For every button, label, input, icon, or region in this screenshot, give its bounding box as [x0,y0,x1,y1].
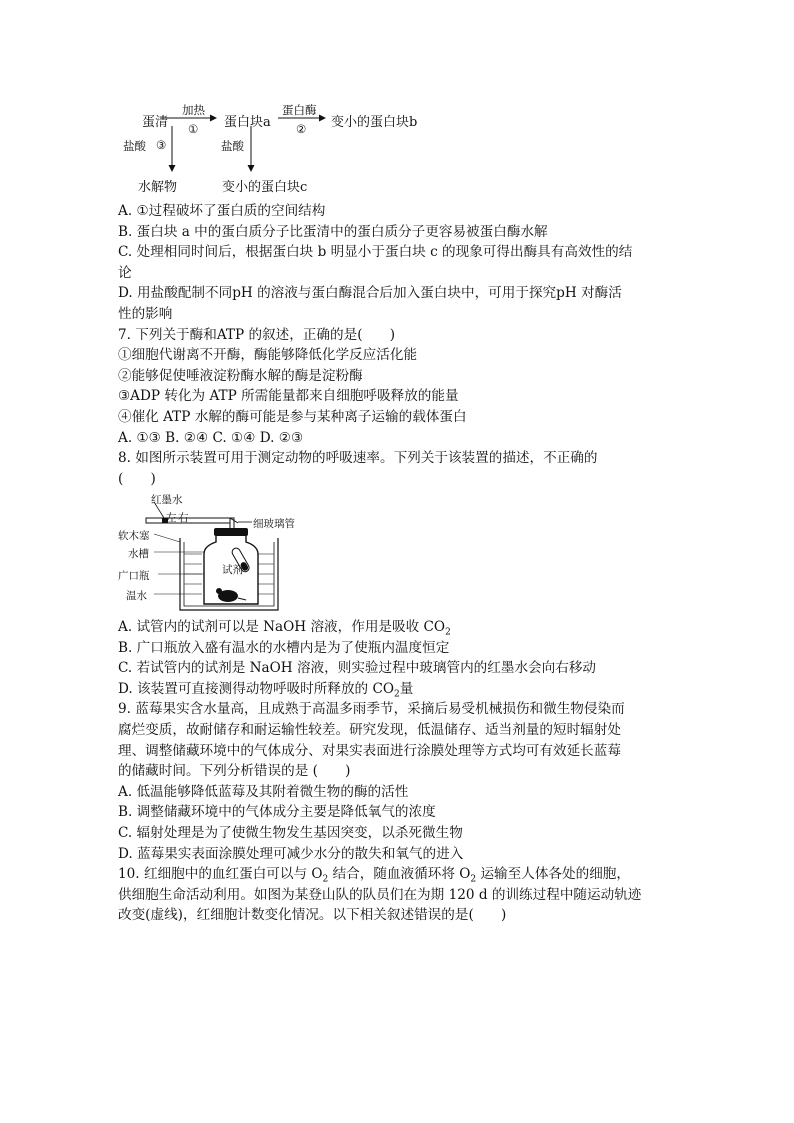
q8-option-b: B. 广口瓶放入盛有温水的水槽内是为了使瓶内温度恒定 [118,639,450,656]
hydrolysate-label: 水解物 [138,180,178,195]
q9-stem-3: 理、调整储藏环境中的气体成分、对果实表面进行涂膜处理等方式均可有效延长蓝莓 [118,742,621,759]
hcl-left-label: 盐酸 [123,139,146,153]
q7-statement-3: ③ADP 转化为 ATP 所需能量都来自细胞呼吸释放的能量 [118,388,459,405]
protease-label: 蛋白酶 [282,103,317,117]
q6-option-d: D. 用盐酸配制不同pH 的溶液与蛋白酶混合后加入蛋白块中，可用于探究pH 对酶活 [118,285,622,302]
q9-stem-1: 9. 蓝莓果实含水量高，且成熟于高温多雨季节，采摘后易受机械损伤和微生物侵染而 [118,701,625,718]
q6-option-d-cont: 性的影响 [118,305,173,322]
q8-option-c: C. 若试管内的试剂是 NaOH 溶液，则实验过程中玻璃管内的红墨水会向右移动 [118,660,597,677]
right-label: 右 [178,512,189,524]
heat-label: 加热 [182,103,205,117]
q9-stem-4: 的储藏时间。下列分析错误的是 ( ) [118,763,351,780]
cork-label: 软木塞 [118,530,150,542]
small-c-label: 变小的蛋白块c [222,180,308,195]
hcl-mid-label: 盐酸 [221,139,244,153]
water-tank-label: 水槽 [128,548,149,560]
q10-stem-3: 改变(虚线)，红细胞计数变化情况。以下相关叙述错误的是( ) [118,907,507,924]
question-text-top [118,201,678,489]
q10-stem-2: 供细胞生命活动利用。如图为某登山队的队员们在为期 120 d 的训练过程中随运动轨迹 [118,886,642,903]
q6-option-a: A. ①过程破坏了蛋白质的空间结构 [118,203,326,219]
q7-statement-4: ④催化 ATP 水解的酶可能是参与某种离子运输的载体蛋白 [118,408,467,425]
protein-flow-diagram [118,96,438,196]
q8-option-d: D. 该装置可直接测得动物呼吸时所释放的 $CO_2$量 [118,680,414,700]
q6-option-c: C. 处理相同时间后，根据蛋白块 b 明显小于蛋白块 c 的现象可得出酶具有高效性的结 [118,244,633,261]
red-ink-label: 红墨水 [151,494,183,506]
left-label: 左 [166,512,177,524]
q8-stem: 8. 如图所示装置可用于测定动物的呼吸速率。下列关于该装置的描述，不正确的 [118,450,598,467]
bottle-label: 广口瓶 [118,570,150,582]
q6-option-b: B. 蛋白块 a 中的蛋白质分子比蛋清中的蛋白质分子更容易被蛋白酶水解 [118,223,548,240]
respiration-apparatus-figure [118,490,308,615]
reagent-label: 试剂 [222,564,243,576]
q7-statement-2: ②能够促使唾液淀粉酶水解的酶是淀粉酶 [118,367,363,384]
question-text-bottom [118,617,678,926]
egg-white-label: 蛋清 [142,115,169,130]
step2-label: ② [296,122,307,136]
small-b-label: 变小的蛋白块b [331,115,418,130]
warm-water-label: 温水 [126,590,147,602]
step1-label: ① [188,122,199,136]
q7-statement-1: ①细胞代谢离不开酶，酶能够降低化学反应活化能 [118,347,418,364]
q9-option-d: D. 蓝莓果实表面涂膜处理可减少水分的散失和氧气的进入 [118,845,464,862]
q7-choices: A. ①③ B. ②④ C. ①④ D. ②③ [118,429,304,446]
q7-stem: 7. 下列关于酶和ATP 的叙述，正确的是( ) [118,326,396,343]
q9-option-c: C. 辐射处理是为了使微生物发生基因突变，以杀死微生物 [118,824,463,841]
q6-option-c-cont: 论 [118,264,132,281]
q9-option-a: A. 低温能够降低蓝莓及其附着微生物的酶的活性 [118,783,409,800]
block-a-label: 蛋白块a [224,115,271,130]
q9-stem-2: 腐烂变质，故耐储存和耐运输性较差。研究发现，低温储存、适当剂量的短时辐射处 [118,721,621,738]
q8-option-a: A. 试管内的试剂可以是 NaOH 溶液，作用是吸收 $CO_2$ [118,619,451,638]
q8-stem-cont: ( ) [118,470,156,487]
step3-label: ③ [156,138,167,152]
q10-stem-1: 10. 红细胞中的血红蛋白可以与 $O_2$ 结合，随血液循环将 $O_2$ 运输至人体各处的细胞， [118,866,630,885]
glass-tube-label: 细玻璃管 [253,518,295,530]
q9-option-b: B. 调整储藏环境中的气体成分主要是降低氧气的浓度 [118,804,436,821]
